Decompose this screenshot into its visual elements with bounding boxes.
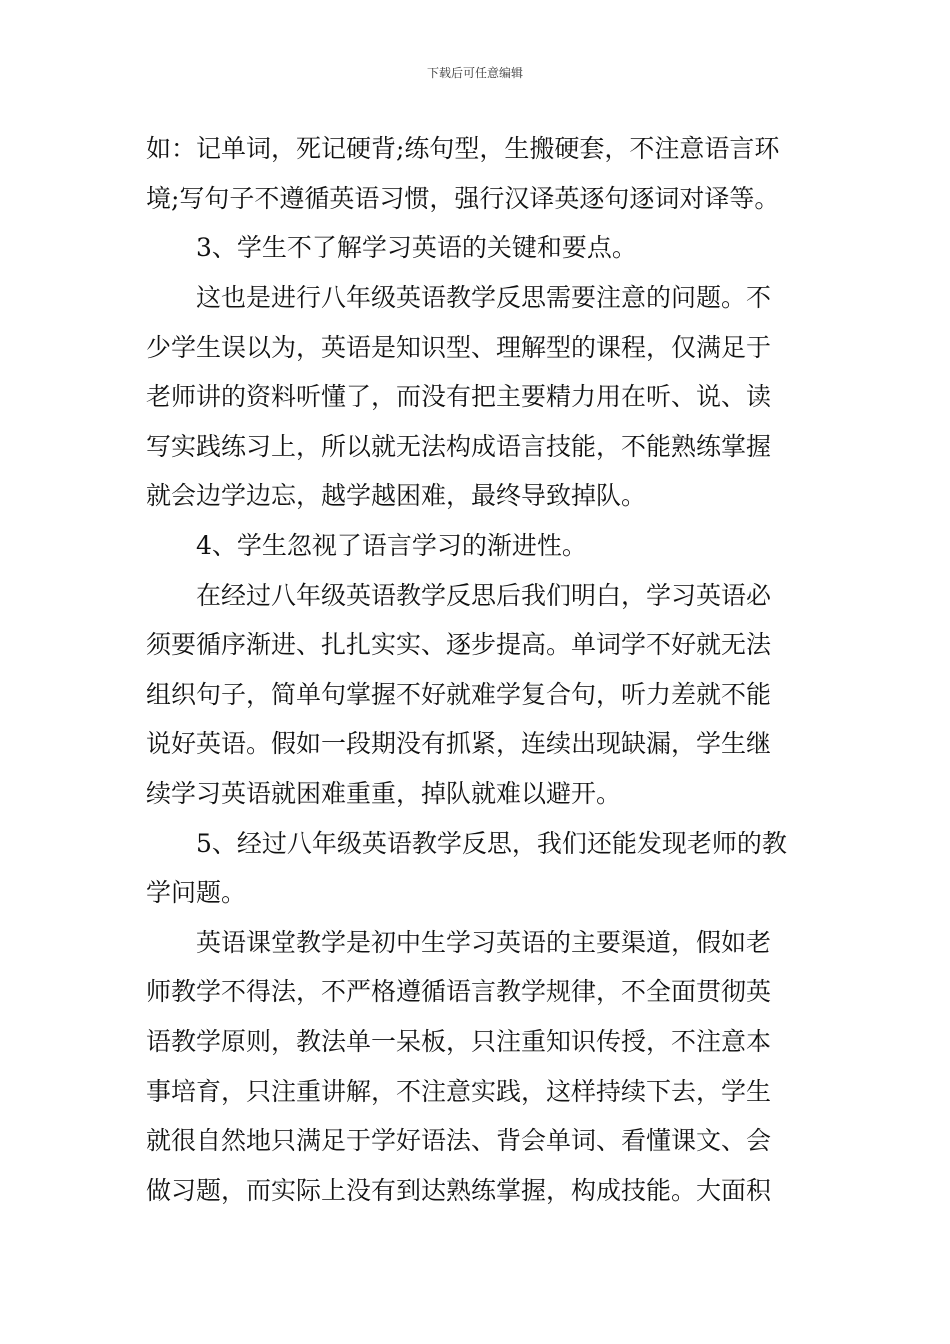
text-line: 续学习英语就困难重重，掉队就难以避开。 xyxy=(146,779,622,808)
text-line: 事培育，只注重讲解，不注意实践，这样持续下去，学生 xyxy=(146,1077,772,1106)
text-line: 就很自然地只满足于学好语法、背会单词、看懂课文、会 xyxy=(146,1126,772,1155)
text-line: 境;写句子不遵循英语习惯，强行汉译英逐句逐词对译等。 xyxy=(146,184,780,213)
text-line: 就会边学边忘，越学越困难，最终导致掉队。 xyxy=(146,481,647,510)
text-line: 老师讲的资料听懂了，而没有把主要精力用在听、说、读 xyxy=(146,382,772,411)
text-line: 说好英语。假如一段期没有抓紧，连续出现缺漏，学生继 xyxy=(146,729,772,758)
text-line: 在经过八年级英语教学反思后我们明白，学习英语必 xyxy=(196,581,772,610)
text-line: 做习题，而实际上没有到达熟练掌握，构成技能。大面积 xyxy=(146,1176,772,1205)
text-line: 少学生误以为，英语是知识型、理解型的课程，仅满足于 xyxy=(146,333,772,362)
text-line: 写实践练习上，所以就无法构成语言技能，不能熟练掌握 xyxy=(146,432,772,461)
text-line: 如：记单词，死记硬背;练句型，生搬硬套，不注意语言环 xyxy=(146,134,780,163)
page-header: 下载后可任意编辑 xyxy=(426,66,523,80)
text-line: 5、经过八年级英语教学反思，我们还能发现老师的教 xyxy=(196,829,787,858)
text-line: 这也是进行八年级英语教学反思需要注意的问题。不 xyxy=(196,283,772,312)
text-line: 须要循序渐进、扎扎实实、逐步提高。单词学不好就无法 xyxy=(146,630,772,659)
text-line: 语教学原则，教法单一呆板，只注重知识传授，不注意本 xyxy=(146,1027,772,1056)
text-line: 4、学生忽视了语言学习的渐进性。 xyxy=(196,531,587,560)
text-line: 组织句子，简单句掌握不好就难学复合句，听力差就不能 xyxy=(146,680,772,709)
text-line: 学问题。 xyxy=(146,878,247,907)
text-line: 英语课堂教学是初中生学习英语的主要渠道，假如老 xyxy=(196,928,772,957)
text-line: 3、学生不了解学习英语的关键和要点。 xyxy=(196,233,637,262)
text-line: 师教学不得法，不严格遵循语言教学规律，不全面贯彻英 xyxy=(146,977,772,1006)
